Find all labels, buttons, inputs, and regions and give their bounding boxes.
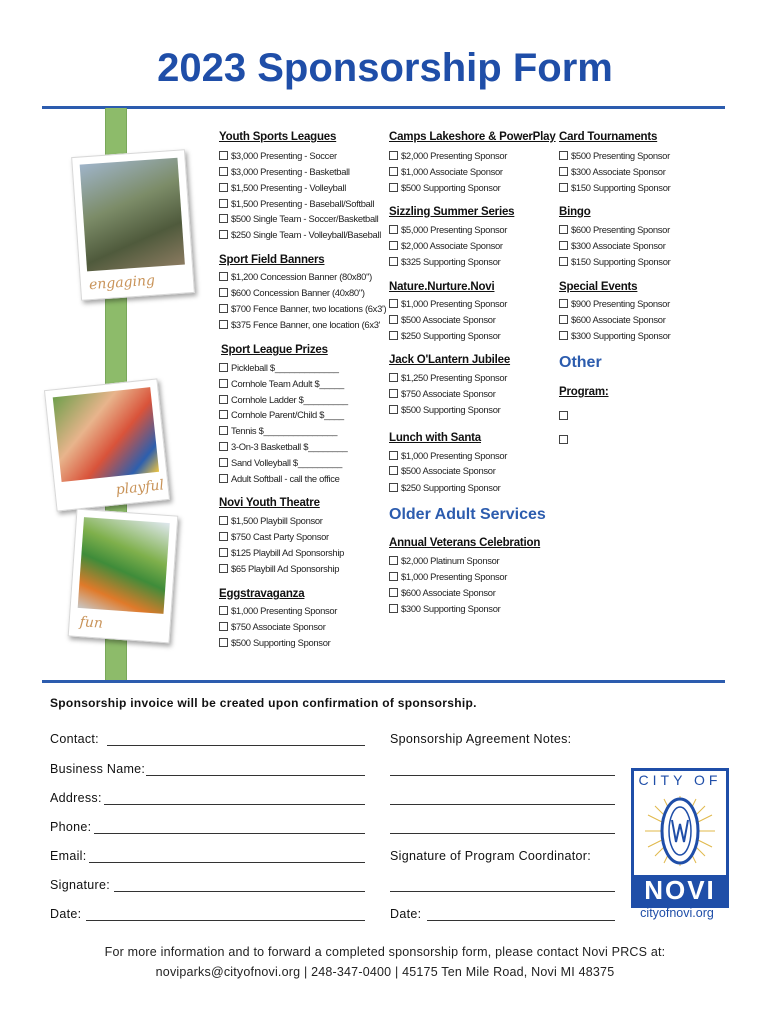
checkbox-item[interactable]: $2,000 Presenting Sponsor bbox=[389, 150, 507, 161]
checkbox[interactable] bbox=[389, 604, 398, 613]
checkbox-item[interactable]: $500 Supporting Sponsor bbox=[219, 637, 330, 648]
section-heading-bingo: Bingo bbox=[559, 206, 591, 218]
notes-label: Sponsorship Agreement Notes: bbox=[390, 732, 572, 746]
checkbox-item[interactable]: $300 Supporting Sponsor bbox=[389, 603, 500, 614]
checkbox[interactable] bbox=[389, 299, 398, 308]
checkbox-item[interactable]: $1,500 Presenting - Volleyball bbox=[219, 182, 346, 193]
checkbox[interactable] bbox=[389, 572, 398, 581]
checkbox-item[interactable]: $125 Playbill Ad Sponsorship bbox=[219, 547, 344, 558]
checkbox-item[interactable]: $500 Supporting Sponsor bbox=[389, 182, 500, 193]
invoice-note: Sponsorship invoice will be created upon confirmation of sponsorship. bbox=[50, 696, 477, 710]
other-title: Other bbox=[559, 354, 602, 371]
checkbox-item[interactable] bbox=[559, 434, 571, 445]
checkbox-item[interactable]: $250 Supporting Sponsor bbox=[389, 330, 500, 341]
checkbox[interactable] bbox=[389, 241, 398, 250]
notes-line[interactable] bbox=[390, 804, 615, 805]
checkbox[interactable] bbox=[219, 606, 228, 615]
checkbox[interactable] bbox=[219, 474, 228, 483]
checkbox[interactable] bbox=[219, 363, 228, 372]
checkbox-item[interactable]: Cornhole Ladder $_________ bbox=[219, 394, 348, 405]
checkbox-item[interactable]: $1,000 Presenting Sponsor bbox=[389, 298, 507, 309]
checkbox[interactable] bbox=[219, 214, 228, 223]
logo-city-of: CITY OF bbox=[638, 772, 722, 788]
checkbox-item[interactable]: Cornhole Parent/Child $____ bbox=[219, 409, 344, 420]
older-adult-services-title: Older Adult Services bbox=[389, 506, 546, 523]
checkbox-item[interactable]: $600 Associate Sponsor bbox=[559, 314, 666, 325]
section-heading-camps: Camps Lakeshore & PowerPlay bbox=[389, 131, 556, 143]
checkbox-item[interactable]: $300 Supporting Sponsor bbox=[559, 330, 670, 341]
phone-label: Phone: bbox=[50, 820, 92, 834]
novi-emblem-icon bbox=[634, 790, 726, 872]
checkbox[interactable] bbox=[389, 389, 398, 398]
checkbox[interactable] bbox=[559, 257, 568, 266]
business-name-field[interactable] bbox=[146, 775, 365, 776]
section-heading-special: Special Events bbox=[559, 281, 638, 293]
checkbox[interactable] bbox=[219, 516, 228, 525]
checkbox[interactable] bbox=[219, 199, 228, 208]
checkbox[interactable] bbox=[219, 458, 228, 467]
checkbox[interactable] bbox=[389, 257, 398, 266]
checkbox-item[interactable]: 3-On-3 Basketball $________ bbox=[219, 441, 347, 452]
checkbox[interactable] bbox=[389, 167, 398, 176]
checkbox-item[interactable]: $750 Associate Sponsor bbox=[389, 388, 496, 399]
date-field[interactable] bbox=[86, 920, 365, 921]
program-label: Program: bbox=[559, 386, 609, 398]
checkbox-item[interactable]: $1,500 Presenting - Baseball/Softball bbox=[219, 198, 374, 209]
section-heading-summer: Sizzling Summer Series bbox=[389, 206, 515, 218]
checkbox-item[interactable]: Sand Volleyball $_________ bbox=[219, 457, 342, 468]
section-heading-santa: Lunch with Santa bbox=[389, 432, 481, 444]
checkbox[interactable] bbox=[559, 299, 568, 308]
coordinator-date-label: Date: bbox=[390, 907, 422, 921]
checkbox-item[interactable]: $900 Presenting Sponsor bbox=[559, 298, 670, 309]
checkbox-item[interactable]: $1,000 Presenting Sponsor bbox=[389, 571, 507, 582]
checkbox[interactable] bbox=[219, 532, 228, 541]
section-heading-banners: Sport Field Banners bbox=[219, 254, 325, 266]
checkbox-item[interactable]: $150 Supporting Sponsor bbox=[559, 182, 670, 193]
checkbox[interactable] bbox=[219, 548, 228, 557]
email-field[interactable] bbox=[89, 862, 365, 863]
checkbox[interactable] bbox=[559, 151, 568, 160]
checkbox[interactable] bbox=[389, 556, 398, 565]
checkbox-item[interactable]: $3,000 Presenting - Basketball bbox=[219, 166, 350, 177]
checkbox[interactable] bbox=[389, 331, 398, 340]
section-divider bbox=[42, 680, 725, 683]
checkbox[interactable] bbox=[219, 320, 228, 329]
checkbox-item[interactable]: $600 Associate Sponsor bbox=[389, 587, 496, 598]
checkbox-item[interactable]: $750 Cast Party Sponsor bbox=[219, 531, 329, 542]
checkbox-item[interactable]: $1,000 Presenting Sponsor bbox=[389, 450, 507, 461]
checkbox[interactable] bbox=[219, 304, 228, 313]
checkbox[interactable] bbox=[389, 466, 398, 475]
checkbox[interactable] bbox=[219, 410, 228, 419]
photo-caption: playful bbox=[114, 477, 165, 499]
checkbox[interactable] bbox=[559, 183, 568, 192]
page-title: 2023 Sponsorship Form bbox=[157, 46, 613, 90]
checkbox-item[interactable]: $1,200 Concession Banner (80x80") bbox=[219, 271, 372, 282]
checkbox-item[interactable]: $5,000 Presenting Sponsor bbox=[389, 224, 507, 235]
checkbox-item[interactable]: $250 Single Team - Volleyball/Baseball bbox=[219, 229, 381, 240]
section-heading-cards: Card Tournaments bbox=[559, 131, 658, 143]
logo-novi: NOVI bbox=[634, 875, 726, 905]
top-divider bbox=[42, 106, 725, 109]
checkbox-item[interactable]: $65 Playbill Ad Sponsorship bbox=[219, 563, 339, 574]
address-field[interactable] bbox=[104, 804, 365, 805]
checkbox[interactable] bbox=[219, 151, 228, 160]
checkbox[interactable] bbox=[389, 225, 398, 234]
checkbox-item[interactable]: $2,000 Associate Sponsor bbox=[389, 240, 503, 251]
checkbox[interactable] bbox=[219, 622, 228, 631]
checkbox[interactable] bbox=[389, 451, 398, 460]
checkbox[interactable] bbox=[219, 442, 228, 451]
checkbox-item[interactable]: $250 Supporting Sponsor bbox=[389, 482, 500, 493]
photo-engaging bbox=[71, 149, 195, 301]
section-heading-veterans: Annual Veterans Celebration bbox=[389, 537, 541, 549]
checkbox-item[interactable]: Pickleball $_____________ bbox=[219, 362, 339, 373]
checkbox[interactable] bbox=[389, 588, 398, 597]
photo-playful bbox=[44, 378, 170, 511]
checkbox[interactable] bbox=[389, 183, 398, 192]
checkbox-item[interactable]: $500 Supporting Sponsor bbox=[389, 404, 500, 415]
photo-caption: fun bbox=[79, 614, 104, 632]
checkbox-item[interactable]: $1,250 Presenting Sponsor bbox=[389, 372, 507, 383]
phone-field[interactable] bbox=[94, 833, 365, 834]
checkbox[interactable] bbox=[389, 151, 398, 160]
checkbox[interactable] bbox=[559, 315, 568, 324]
coordinator-signature-field[interactable] bbox=[390, 891, 615, 892]
checkbox-item[interactable]: $1,000 Presenting Sponsor bbox=[219, 605, 337, 616]
checkbox-item[interactable]: $300 Associate Sponsor bbox=[559, 240, 666, 251]
checkbox-item[interactable]: Adult Softball - call the office bbox=[219, 473, 340, 484]
section-heading-youth-sports: Youth Sports Leagues bbox=[219, 131, 337, 143]
section-heading-egg: Eggstravaganza bbox=[219, 588, 305, 600]
checkbox-item[interactable]: $500 Presenting Sponsor bbox=[559, 150, 670, 161]
checkbox[interactable] bbox=[559, 331, 568, 340]
checkbox[interactable] bbox=[219, 564, 228, 573]
checkbox-item[interactable]: $1,000 Associate Sponsor bbox=[389, 166, 503, 177]
checkbox[interactable] bbox=[219, 230, 228, 239]
contact-field[interactable] bbox=[107, 745, 365, 746]
section-heading-prizes: Sport League Prizes bbox=[221, 344, 328, 356]
checkbox[interactable] bbox=[219, 183, 228, 192]
checkbox[interactable] bbox=[219, 379, 228, 388]
checkbox-item[interactable]: $500 Single Team - Soccer/Basketball bbox=[219, 213, 378, 224]
checkbox-item[interactable]: $600 Presenting Sponsor bbox=[559, 224, 670, 235]
checkbox[interactable] bbox=[389, 405, 398, 414]
signature-field[interactable] bbox=[114, 891, 365, 892]
checkbox-item[interactable]: Tennis $_______________ bbox=[219, 425, 337, 436]
contact-label: Contact: bbox=[50, 732, 99, 746]
footer-line-2: noviparks@cityofnovi.org | 248-347-0400 | 45175 Ten Mile Road, Novi MI 48375 bbox=[155, 965, 615, 979]
checkbox-item[interactable]: $500 Associate Sponsor bbox=[389, 465, 496, 476]
checkbox[interactable] bbox=[559, 411, 568, 420]
photo-fun bbox=[68, 509, 179, 644]
checkbox[interactable] bbox=[389, 483, 398, 492]
checkbox-item[interactable]: $300 Associate Sponsor bbox=[559, 166, 666, 177]
checkbox-item[interactable]: $750 Associate Sponsor bbox=[219, 621, 326, 632]
checkbox[interactable] bbox=[389, 315, 398, 324]
logo-url: cityofnovi.org bbox=[640, 906, 714, 920]
checkbox-item[interactable]: $375 Fence Banner, one location (6x3' bbox=[219, 319, 380, 330]
checkbox[interactable] bbox=[219, 426, 228, 435]
footer-line-1: For more information and to forward a completed sponsorship form, please contact Novi PRCS at: bbox=[104, 945, 666, 959]
coordinator-date-field[interactable] bbox=[427, 920, 615, 921]
checkbox[interactable] bbox=[219, 638, 228, 647]
checkbox[interactable] bbox=[219, 288, 228, 297]
checkbox[interactable] bbox=[219, 272, 228, 281]
checkbox[interactable] bbox=[389, 373, 398, 382]
signature-label: Signature: bbox=[50, 878, 110, 892]
checkbox-item[interactable]: $500 Associate Sponsor bbox=[389, 314, 496, 325]
business-name-label: Business Name: bbox=[50, 762, 146, 776]
checkbox-item[interactable]: $1,500 Playbill Sponsor bbox=[219, 515, 323, 526]
section-heading-jack: Jack O'Lantern Jubilee bbox=[389, 354, 511, 366]
checkbox[interactable] bbox=[559, 167, 568, 176]
checkbox-item[interactable]: $3,000 Presenting - Soccer bbox=[219, 150, 337, 161]
city-of-novi-logo bbox=[631, 768, 729, 908]
checkbox-item[interactable]: Cornhole Team Adult $_____ bbox=[219, 378, 344, 389]
checkbox[interactable] bbox=[219, 167, 228, 176]
checkbox[interactable] bbox=[559, 241, 568, 250]
checkbox[interactable] bbox=[559, 435, 568, 444]
notes-line[interactable] bbox=[390, 833, 615, 834]
checkbox-item[interactable]: $150 Supporting Sponsor bbox=[559, 256, 670, 267]
email-label: Email: bbox=[50, 849, 87, 863]
checkbox[interactable] bbox=[219, 395, 228, 404]
checkbox-item[interactable]: $325 Supporting Sponsor bbox=[389, 256, 500, 267]
address-label: Address: bbox=[50, 791, 102, 805]
checkbox[interactable] bbox=[559, 225, 568, 234]
checkbox-item[interactable] bbox=[559, 410, 571, 421]
photo-caption: engaging bbox=[88, 272, 156, 294]
coordinator-signature-label: Signature of Program Coordinator: bbox=[390, 849, 591, 863]
checkbox-item[interactable]: $600 Concession Banner (40x80") bbox=[219, 287, 365, 298]
notes-line[interactable] bbox=[390, 775, 615, 776]
checkbox-item[interactable]: $2,000 Platinum Sponsor bbox=[389, 555, 499, 566]
checkbox-item[interactable]: $700 Fence Banner, two locations (6x3') bbox=[219, 303, 386, 314]
section-heading-nature: Nature.Nurture.Novi bbox=[389, 281, 495, 293]
date-label: Date: bbox=[50, 907, 82, 921]
section-heading-theatre: Novi Youth Theatre bbox=[219, 497, 320, 509]
